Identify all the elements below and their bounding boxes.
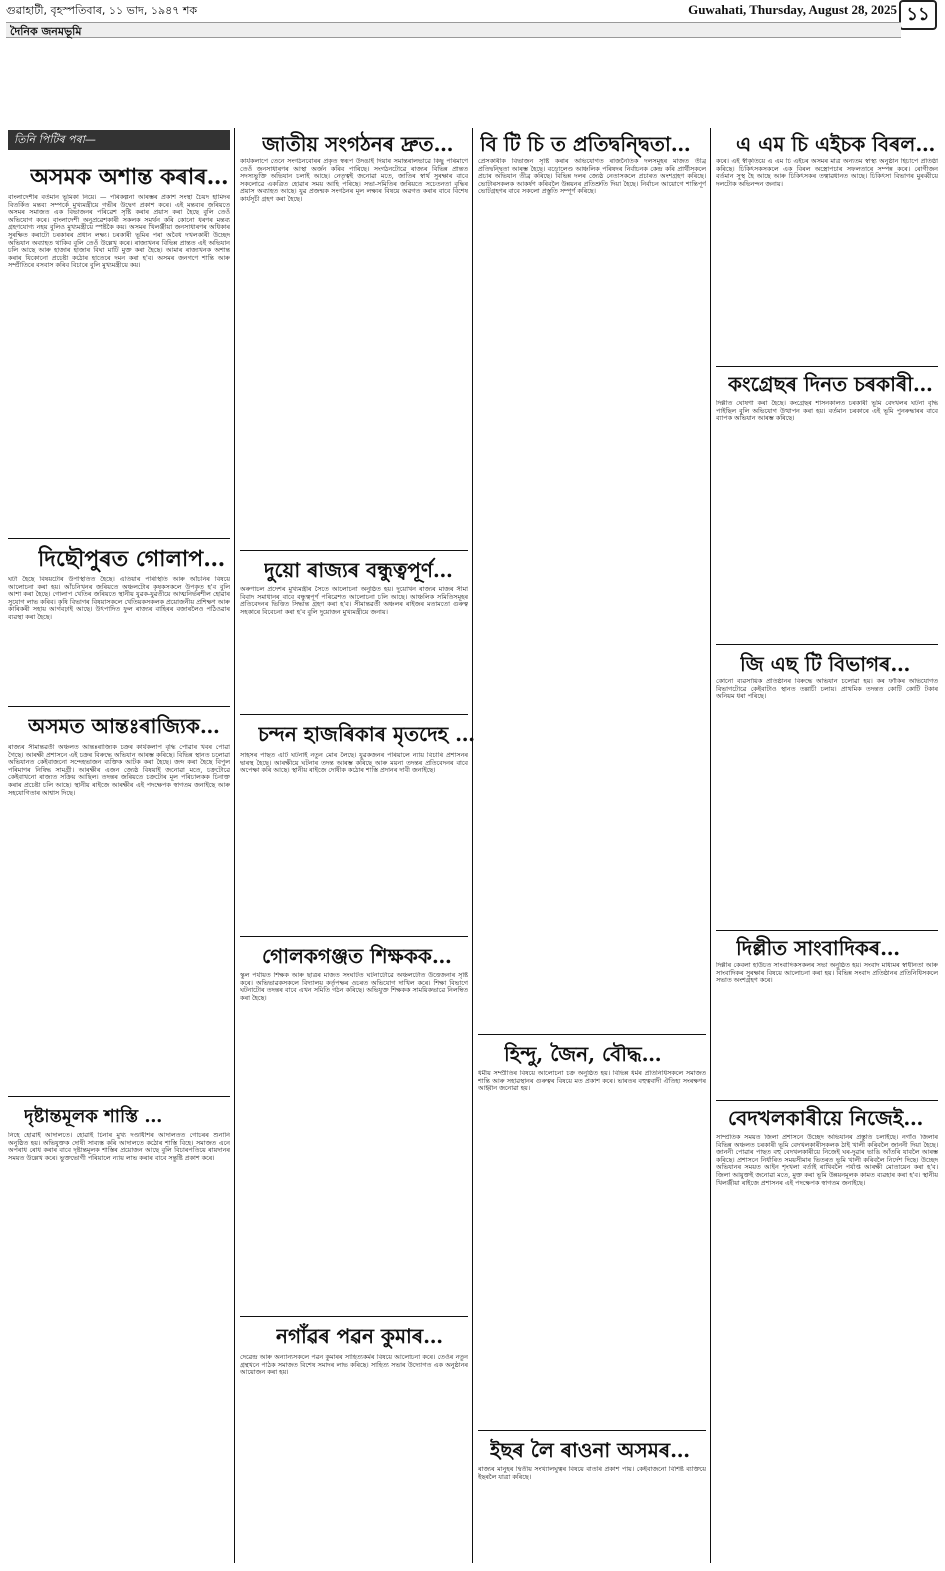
article-headline: এ এম চি এইচক বিৰল… [736,132,936,156]
article-headline: গোলকগঞ্জত শিক্ষকক… [262,944,452,968]
article-separator [478,1034,706,1035]
article-headline: অসমক অশান্ত কৰাৰ… [30,164,229,190]
article-separator [716,1100,938,1101]
article-text: ৰাজ্যৰ মানুহৰ দ্বিতীয় সংখ্যালঘুত্বৰ বিষয়ে বাতৰি প্ৰকাশ পায়। কেইবাজনো বিশিষ্ট ব্যক্তিয়ে ইছৰলৈ যাত্ৰা কৰিছে। [478,1466,706,1481]
article-text: সাম্প্ৰতিক সময়ত জিলা প্ৰশাসনে উচ্ছেদ অভিযানৰ প্ৰস্তুতি চলাইছে। নগাঁও জিলাৰ বিভিন্ন অঞ্চলত চৰকাৰী ভূমি বেদখলকাৰীসকলক ঠাই খালী কৰিবলৈ জাননী দিয়া হৈছে। জাননী পোৱাৰ পাছত বহু বেদখলকাৰীয়ে নিজেই ঘৰ-দুৱাৰ ভাঙি আঁতৰি যাবলৈ আৰম্ভ কৰিছে। প্ৰশাসনে নিৰ্ধাৰিত সময়সীমাৰ ভিতৰত ভূমি খালী কৰিবলৈ নিৰ্দেশ দিছে। উচ্ছেদ অভিযানৰ সময়ত আইন শৃংখলা বৰ্তাই ৰাখিবলৈ পৰ্যাপ্ত আৰক্ষী মোতায়েন কৰা হ'ব। জিলা আয়ুক্তই জনোৱা মতে, মুক্ত কৰা ভূমি উন্নয়নমূলক কামত ব্যৱহাৰ কৰা হ'ব। স্থানীয় খিলঞ্জীয়া ৰাইজে প্ৰশাসনৰ এই পদক্ষেপক স্বাগতম জনাইছে। [716,1134,938,1187]
article-text: দিল্লীত ঘোষণা কৰা হৈছে। কংগ্ৰেছৰ শাসনকালত চৰকাৰী ভূমি বেদখলৰ ঘটনা বৃদ্ধি পাইছিল বুলি অভিযোগ উত্থাপন কৰা হয়। বৰ্তমান চৰকাৰে এই ভূমি পুনৰুদ্ধাৰৰ বাবে ব্যাপক অভিযান আৰম্ভ কৰিছে। [716,400,938,423]
article-headline: ইছৰ লৈ ৰাওনা অসমৰ… [490,1438,691,1462]
article-headline: চন্দন হাজৰিকাৰ মৃতদেহ … [258,722,476,746]
article-body [716,400,938,640]
article-separator [716,366,938,367]
page-header [0,0,945,42]
article-text: অৰুণাচল প্ৰদেশৰ মুখ্যমন্ত্ৰীৰ সৈতে আলোচনা অনুষ্ঠিত হয়। দুয়োখন ৰাজ্যৰ মাজৰ সীমা বিবাদ সমাধানৰ বাবে বন্ধুত্বপূৰ্ণ পৰিৱেশত আলোচনা চলি আছে। আঞ্চলিক সমিতিসমূহৰ প্ৰতিবেদনৰ ভিত্তিত সিদ্ধান্ত গ্ৰহণ কৰা হ'ব। সীমান্তৱৰ্তী অঞ্চলৰ ৰাইজৰ মতামতো গুৰুত্ব সহকাৰে বিবেচনা কৰা হ'ব বুলি দুয়োজন মুখ্যমন্ত্ৰীয়ে জনায়। [240,586,468,616]
article-body [716,678,938,928]
article-text: নিহে হোৱাই আদালতে। হোৱাই চিনাৰ মুখ্য দণ্ডাধীশৰ আদালতত গোচৰৰ শুনানি অনুষ্ঠিত হয়। অভিযুক্তক দোষী সাব্যস্ত কৰি আদালতে কঠোৰ শাস্তি বিহে। সমাজত এনে অপৰাধ ৰোধ কৰাৰ বাবে দৃষ্টান্তমূলক শাস্তিৰ প্ৰয়োজন আছে বুলি বিচাৰপতিয়ে ৰায়দানৰ সময়ত উল্লেখ কৰে। ভুক্তভোগী পৰিয়ালে ন্যায় লাভ কৰাৰ বাবে সন্তুষ্টি প্ৰকাশ কৰে। [8,1132,230,1162]
page-number: ১১ [899,0,937,30]
article-text: সাহসৰ পাছত এটি ঘটনাই নতুন মোৰ লৈছে। যুৱকজনৰ পৰিয়ালে ন্যায় বিচাৰি প্ৰশাসনৰ দ্বাৰস্থ হৈছে। আৰক্ষীয়ে ঘটনাৰ তদন্ত আৰম্ভ কৰিছে আৰু ময়না তদন্তৰ প্ৰতিবেদনৰ বাবে অপেক্ষা কৰি আছে। স্থানীয় ৰাইজে দোষীক কঠোৰ শাস্তি প্ৰদানৰ দাবী জনাইছে। [240,752,468,775]
article-body [8,194,230,539]
section-label: তিনি পিটিৰ পৰা— [8,130,230,150]
article-body [716,962,938,1096]
article-text: ঘটা হৈছে বিষয়টোৰ উপস্থিতিত হৈছে। এতিয়াৰ পৰিস্থিতি আৰু আঁচনিৰ বিষয়ে আলোচনা কৰা হয়। আঁচনিখনৰ জৰিয়তে অঞ্চলটোৰ কৃষকসকলে উপকৃত হ'ব বুলি আশা কৰা হৈছে। গোলাপ খেতিৰ জৰিয়তে স্থানীয় যুৱক-যুৱতীয়ে আত্মনিৰ্ভৰশীল হোৱাৰ সুযোগ লাভ কৰিব। কৃষি বিভাগৰ বিষয়াসকলে খেতিয়কসকলক প্ৰয়োজনীয় প্ৰশিক্ষণ আৰু কাৰিকৰী সহায় আগবঢ়াই আছে। উৎপাদিত ফুল ৰাজ্যৰ বাহিৰৰ বজাৰলৈও পঠিওৱাৰ ব্যৱস্থা কৰা হৈছে। [8,576,230,621]
article-headline: বি টি চি ত প্ৰতিদ্বন্দ্বিতা… [480,132,691,156]
article-body [240,158,468,548]
header-date-english: Guwahati, Thursday, August 28, 2025 [688,2,897,17]
article-text: ধৰ্মীয় সম্প্ৰীতিৰ বিষয়ে আলোচনা চক্ৰ অনুষ্ঠিত হয়। বিভিন্ন ধৰ্মৰ প্ৰতিনিধিসকলে সমাজত শান্তি আৰু সহাৱস্থানৰ গুৰুত্বৰ বিষয়ে মত প্ৰকাশ কৰে। ভাৰতৰ বহুত্ববাদী ঐতিহ্য সংৰক্ষণৰ আহ্বান জনোৱা হয়। [478,1070,706,1093]
article-body [8,744,230,1092]
article-body [716,1134,938,1562]
column-divider [710,128,711,1563]
column-divider [472,128,473,1563]
article-headline: কংগ্ৰেছৰ দিনত চৰকাৰী… [728,372,933,396]
article-separator [8,706,230,707]
article-body [240,972,468,1310]
article-headline: জাতীয় সংগঠনৰ দ্ৰুত… [262,132,454,156]
article-headline: অসমত আন্তঃৰাজ্যিক… [28,714,220,738]
article-separator [8,1096,230,1097]
article-text: কোনো ব্যৱসায়িক প্ৰতিষ্ঠানৰ বিৰুদ্ধে অভিযান চলোৱা হয়। কৰ ফাঁকিৰ অভিযোগত বিভাগটোৱে কেইবাটাও স্থানত তল্লাচী চলায়। প্ৰাথমিক তদন্তত কোটি কোটি টকাৰ অনিয়ম ধৰা পৰিছে। [716,678,938,701]
article-separator [240,1316,468,1317]
article-text: স্কুল পৰ্যায়ত শিক্ষক আৰু ছাত্ৰৰ মাজত সংঘটিত ঘটনাটোৱে অঞ্চলটোত উত্তেজনাৰ সৃষ্টি কৰে। অভিভাৱকসকলে বিদ্যালয় কৰ্তৃপক্ষৰ ওচৰত অভিযোগ দাখিল কৰে। শিক্ষা বিভাগে ঘটনাটোৰ তদন্তৰ বাবে এখন সমিতি গঠন কৰিছে। অভিযুক্ত শিক্ষকক সাময়িকভাৱে নিলম্বিত কৰা হৈছে। [240,972,468,1002]
article-separator [716,644,938,645]
article-body [8,1132,230,1562]
article-separator [8,538,230,539]
article-headline: হিন্দু, জৈন, বৌদ্ধ… [504,1042,662,1066]
article-separator [240,936,468,937]
article-separator [478,1430,706,1431]
article-headline: দিল্লীত সাংবাদিকৰ… [736,936,901,960]
article-headline: বেদখলকাৰীয়ে নিজেই… [728,1106,924,1130]
article-headline: দিছৌপুৰত গোলাপ… [38,546,226,572]
article-headline: জি এছ টি বিভাগৰ… [740,652,911,676]
article-text: প্ৰেসকাৰীক বিভাজন সৃষ্টি কৰাৰ অভিযোগত ৰাজনৈতিক দলসমূহৰ মাজত তীব্ৰ প্ৰতিদ্বন্দ্বিতা আৰম্ভ হৈছে। বড়োলেণ্ড আঞ্চলিক পৰিষদৰ নিৰ্বাচনক কেন্দ্ৰ কৰি প্ৰাৰ্থীসকলে প্ৰচাৰ অভিযান তীব্ৰ কৰিছে। বিভিন্ন দলৰ জ্যেষ্ঠ নেতাসকলে প্ৰচাৰত অংশগ্ৰহণ কৰিছে। ভোটাৰসকলক আকৰ্ষণ কৰিবলৈ উন্নয়নৰ প্ৰতিশ্ৰুতি দিয়া হৈছে। নিৰ্বাচন আয়োগে শান্তিপূৰ্ণ ভোটগ্ৰহণৰ বাবে সকলো প্ৰস্তুতি সম্পূৰ্ণ কৰিছে। [478,158,706,196]
article-text: বাংলাদেশীৰ বৰ্তমান ভূমিকা নিয়ে। — পৰিকল্পনা আৰম্ভৰ প্ৰকাশ সংস্থা চৈয়দ হামিদৰ বিতৰ্কিত মন্তব্য সম্পৰ্কে মুখ্যমন্ত্ৰীয়ে গভীৰ উদ্বেগ প্ৰকাশ কৰে। এই মন্তব্যৰ জৰিয়তে অসমৰ সমাজত এক বিভাজনৰ পৰিৱেশ সৃষ্টি কৰাৰ প্ৰয়াস কৰা হৈছে বুলি তেওঁ অভিযোগ কৰে। বাংলাদেশী অনুপ্ৰৱেশকাৰী সকলক সমৰ্থন কৰি কোনো ধৰণৰ মন্তব্য গ্ৰহণযোগ্য নহয় বুলিও মুখ্যমন্ত্ৰীয়ে স্পষ্টকৈ কয়। অসমৰ খিলঞ্জীয়া জনসাধাৰণৰ অধিকাৰ সুৰক্ষিত কৰাটো চৰকাৰৰ প্ৰধান লক্ষ্য। চৰকাৰী ভূমিৰ পৰা অবৈধ দখলকাৰী উচ্ছেদ অভিযান অব্যাহত থাকিব বুলি তেওঁ উল্লেখ কৰে। ৰাজ্যখনৰ বিভিন্ন প্ৰান্তত এই অভিযান চলি আছে আৰু হাজাৰ হাজাৰ বিঘা মাটি মুক্ত কৰা হৈছে। আমাৰ ৰাজ্যখনক অশান্ত কৰাৰ যিকোনো প্ৰচেষ্টা কঠোৰ হাতেৰে দমন কৰা হ'ব। অসমৰ জনগণে শান্তি আৰু সম্প্ৰীতিৰে বসবাস কৰিব বিচাৰে বুলি মুখ্যমন্ত্ৰীয়ে কয়। [8,194,230,270]
article-body [478,158,706,1030]
article-headline: নগাঁৱৰ পৱন কুমাৰ… [276,1324,444,1348]
article-headline: দুয়ো ৰাজ্যৰ বন্ধুত্বপূৰ্ণ… [264,558,453,582]
article-text: দিল্লীৰ কেবলা হাউচত সাংবাদিকসকলৰ সভা অনুষ্ঠিত হয়। সংবাদ মাধ্যমৰ স্বাধীনতা আৰু সাংবাদিকৰ সুৰক্ষাৰ বিষয়ে আলোচনা কৰা হয়। বিভিন্ন সংবাদ প্ৰতিষ্ঠানৰ প্ৰতিনিধিসকলে সভাত অংশগ্ৰহণ কৰে। [716,962,938,985]
article-body [478,1070,706,1430]
article-body [716,158,938,364]
article-body [240,1354,468,1562]
article-text: কৰে। এই স্বীকৃতিয়ে এ এম চি এইচৰ অসমৰ মাত্ৰ অন্যতম স্বাস্থ্য অনুষ্ঠান হিচাপে প্ৰতিষ্ঠা কৰিছে। চিকিৎসকসকলে এক বিৰল অস্ত্ৰোপচাৰ সফলতাৰে সম্পন্ন কৰে। ৰোগীজন বৰ্তমান সুস্থ হৈ আছে আৰু চিকিৎসকৰ তত্বাৱধানত আছে। চিকিৎসা বিভাগৰ মুৰব্বীয়ে দলটোক অভিনন্দন জনায়। [716,158,938,188]
article-text: কাৰ্যকলাপে তেনে সংগঠনবোৰৰ প্ৰকৃত স্বৰূপ উদঙাই দিয়াৰ সমান্তৰালভাৱে কিছু পৰিমাণে তেওঁ জনসাধাৰণৰ আস্থা অৰ্জন কৰিব পাৰিছে। সংগঠনটোৱে ৰাজ্যৰ বিভিন্ন প্ৰান্তত সদস্যভুক্তি অভিযান চলাই আছে। নেতৃত্বই জনোৱা মতে, জাতিৰ স্বাৰ্থ সুৰক্ষাৰ বাবে সকলোৱে একত্ৰিত হোৱাৰ সময় আহি পৰিছে। সভা-সমিতিৰ জৰিয়তে সচেতনতা বৃদ্ধিৰ প্ৰয়াস অব্যাহত আছে। যুৱ প্ৰজন্মক সংগঠনৰ মূল লক্ষ্যৰ বিষয়ে অৱগত কৰাৰ বাবে বিশেষ কাৰ্যসূচী গ্ৰহণ কৰা হৈছে। [240,158,468,203]
column-divider [234,128,235,1563]
article-text: দেৱেন্দ্ৰ আৰু অন্যান্যসকলে পৱন কুমাৰৰ সাহিত্যকৰ্মৰ বিষয়ে আলোচনা কৰে। তেওঁৰ নতুন গ্ৰন্থখনে পাঠক সমাজত বিশেষ সমাদৰ লাভ কৰিছে। সাহিত্য সভাৰ উদ্যোগত এক অনুষ্ঠানৰ আয়োজন কৰা হয়। [240,1354,468,1377]
article-separator [240,550,468,551]
paper-name-band [6,22,901,38]
article-body [478,1466,706,1562]
paper-name: দৈনিক জনমভূমি [10,25,82,38]
header-date-assamese: গুৱাহাটী, বৃহস্পতিবাৰ, ১১ ভাদ, ১৯৪৭ শক [6,4,198,17]
article-body [240,752,468,934]
article-body [240,586,468,710]
article-headline: দৃষ্টান্তমূলক শাস্তি … [24,1106,163,1127]
article-body [8,576,230,698]
article-separator [240,714,468,715]
article-separator [716,930,938,931]
article-text: ৰাজ্যৰ সীমান্তৱৰ্তী অঞ্চলত আন্তঃৰাজ্যিক চক্ৰৰ কাৰ্যকলাপ বৃদ্ধি পোৱাৰ খবৰ পোৱা গৈছে। আৰক্ষী প্ৰশাসনে এই চক্ৰৰ বিৰুদ্ধে অভিযান আৰম্ভ কৰিছে। বিভিন্ন স্থানত চলোৱা অভিযানত কেইবাজনো সন্দেহভাজন ব্যক্তিক আটক কৰা হৈছে। জব্দ কৰা হৈছে বিপুল পৰিমাণৰ নিষিদ্ধ সামগ্ৰী। আৰক্ষীৰ এজন জ্যেষ্ঠ বিষয়াই জনোৱা মতে, চক্ৰটোৱে কেইবাখনো ৰাজ্যত সক্ৰিয় আছিল। তদন্তৰ জৰিয়তে চক্ৰটোৰ মূল পৰিচালকক চিনাক্ত কৰাৰ প্ৰচেষ্টা চলি আছে। স্থানীয় ৰাইজে আৰক্ষীৰ এই পদক্ষেপক স্বাগতম জনাইছে আৰু সহযোগিতাৰ আশ্বাস দিছে। [8,744,230,797]
